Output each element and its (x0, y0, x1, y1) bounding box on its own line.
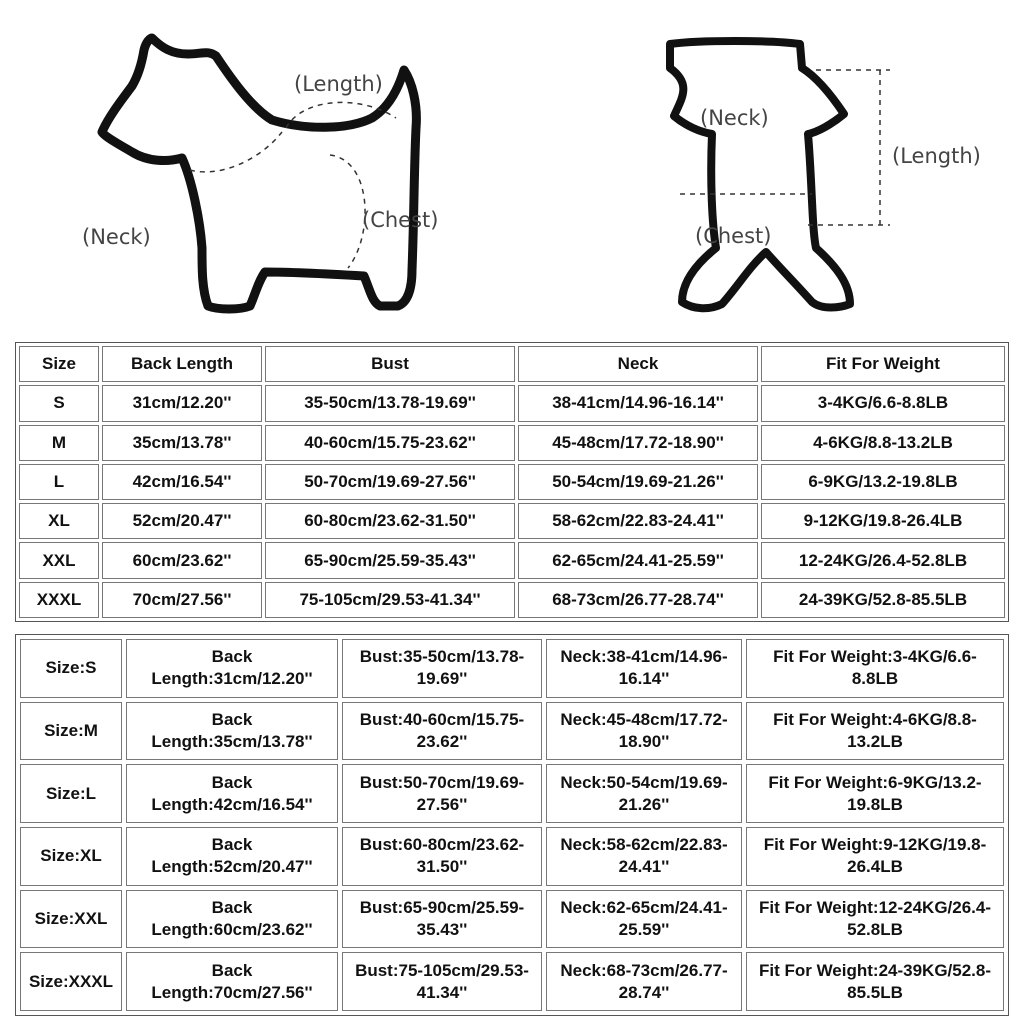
dog-measurement-diagram (90, 20, 470, 330)
table-cell: XL (19, 503, 99, 539)
table-cell: 60cm/23.62'' (102, 542, 262, 578)
table-cell: 35-50cm/13.78-19.69'' (265, 385, 515, 421)
table-cell: 3-4KG/6.6-8.8LB (761, 385, 1005, 421)
shirt-length-label: (Length) (892, 144, 981, 168)
table-cell: Back Length:70cm/27.56'' (126, 952, 338, 1011)
header-cell: Size (19, 346, 99, 382)
table-row (20, 702, 1004, 761)
shirt-chest-label: (Chest) (695, 224, 772, 248)
table-cell: Back Length:35cm/13.78'' (126, 702, 338, 761)
table-cell: Bust:60-80cm/23.62-31.50'' (342, 827, 542, 886)
table-cell: XXXL (19, 582, 99, 618)
table-cell: Fit For Weight:3-4KG/6.6-8.8LB (746, 639, 1004, 698)
table-cell: 35cm/13.78'' (102, 425, 262, 461)
table-cell: Neck:58-62cm/22.83-24.41'' (546, 827, 742, 886)
table-cell: 62-65cm/24.41-25.59'' (518, 542, 758, 578)
table-cell: Fit For Weight:9-12KG/19.8-26.4LB (746, 827, 1004, 886)
table-header-row (19, 346, 1005, 382)
table-cell: Neck:68-73cm/26.77-28.74'' (546, 952, 742, 1011)
table-cell: 58-62cm/22.83-24.41'' (518, 503, 758, 539)
table-cell: 50-54cm/19.69-21.26'' (518, 464, 758, 500)
table-row (19, 542, 1005, 578)
table-cell: Size:L (20, 764, 122, 823)
table-cell: Fit For Weight:24-39KG/52.8-85.5LB (746, 952, 1004, 1011)
table-row (19, 582, 1005, 618)
table-cell: Size:XL (20, 827, 122, 886)
table-cell: Fit For Weight:6-9KG/13.2-19.8LB (746, 764, 1004, 823)
table-cell: 68-73cm/26.77-28.74'' (518, 582, 758, 618)
table-cell: 65-90cm/25.59-35.43'' (265, 542, 515, 578)
table-cell: Fit For Weight:12-24KG/26.4-52.8LB (746, 890, 1004, 949)
header-cell: Back Length (102, 346, 262, 382)
table-cell: 45-48cm/17.72-18.90'' (518, 425, 758, 461)
size-chart-table (15, 342, 1009, 622)
table-cell: Neck:45-48cm/17.72-18.90'' (546, 702, 742, 761)
table-cell: 24-39KG/52.8-85.5LB (761, 582, 1005, 618)
table-cell: M (19, 425, 99, 461)
table-cell: Size:XXXL (20, 952, 122, 1011)
table-row (19, 425, 1005, 461)
table-row (20, 639, 1004, 698)
table-cell: Neck:62-65cm/24.41-25.59'' (546, 890, 742, 949)
table-row (20, 764, 1004, 823)
table-cell: 52cm/20.47'' (102, 503, 262, 539)
table-cell: 75-105cm/29.53-41.34'' (265, 582, 515, 618)
table-cell: Neck:38-41cm/14.96-16.14'' (546, 639, 742, 698)
dog-silhouette-icon (90, 20, 470, 330)
table-cell: 60-80cm/23.62-31.50'' (265, 503, 515, 539)
table-cell: XXL (19, 542, 99, 578)
table-cell: Back Length:60cm/23.62'' (126, 890, 338, 949)
table-cell: 4-6KG/8.8-13.2LB (761, 425, 1005, 461)
table-cell: 70cm/27.56'' (102, 582, 262, 618)
table-row (20, 890, 1004, 949)
table-cell: Size:XXL (20, 890, 122, 949)
table-row (19, 503, 1005, 539)
table-row (19, 464, 1005, 500)
table-cell: Back Length:42cm/16.54'' (126, 764, 338, 823)
table-cell: Size:M (20, 702, 122, 761)
table-cell: 6-9KG/13.2-19.8LB (761, 464, 1005, 500)
table-row (19, 385, 1005, 421)
table-cell: 38-41cm/14.96-16.14'' (518, 385, 758, 421)
header-cell: Fit For Weight (761, 346, 1005, 382)
table-cell: 50-70cm/19.69-27.56'' (265, 464, 515, 500)
table-cell: 40-60cm/15.75-23.62'' (265, 425, 515, 461)
dog-chest-label: (Chest) (362, 208, 439, 232)
table-cell: Fit For Weight:4-6KG/8.8-13.2LB (746, 702, 1004, 761)
table-cell: 42cm/16.54'' (102, 464, 262, 500)
table-cell: Back Length:52cm/20.47'' (126, 827, 338, 886)
table-cell: 12-24KG/26.4-52.8LB (761, 542, 1005, 578)
table-cell: S (19, 385, 99, 421)
header-cell: Bust (265, 346, 515, 382)
table-cell: 9-12KG/19.8-26.4LB (761, 503, 1005, 539)
table-cell: Bust:35-50cm/13.78-19.69'' (342, 639, 542, 698)
table-cell: Back Length:31cm/12.20'' (126, 639, 338, 698)
table-cell: Neck:50-54cm/19.69-21.26'' (546, 764, 742, 823)
table-cell: L (19, 464, 99, 500)
table-cell: 31cm/12.20'' (102, 385, 262, 421)
size-detail-table (15, 634, 1009, 1016)
table-row (20, 952, 1004, 1011)
table-cell: Size:S (20, 639, 122, 698)
shirt-measurement-diagram (600, 30, 1010, 320)
shirt-neck-label: (Neck) (700, 106, 769, 130)
table-cell: Bust:40-60cm/15.75-23.62'' (342, 702, 542, 761)
table-cell: Bust:50-70cm/19.69-27.56'' (342, 764, 542, 823)
shirt-silhouette-icon (600, 30, 1010, 320)
table-row (20, 827, 1004, 886)
dog-length-label: (Length) (294, 72, 383, 96)
table-cell: Bust:65-90cm/25.59-35.43'' (342, 890, 542, 949)
dog-neck-label: (Neck) (82, 225, 151, 249)
table-cell: Bust:75-105cm/29.53-41.34'' (342, 952, 542, 1011)
header-cell: Neck (518, 346, 758, 382)
